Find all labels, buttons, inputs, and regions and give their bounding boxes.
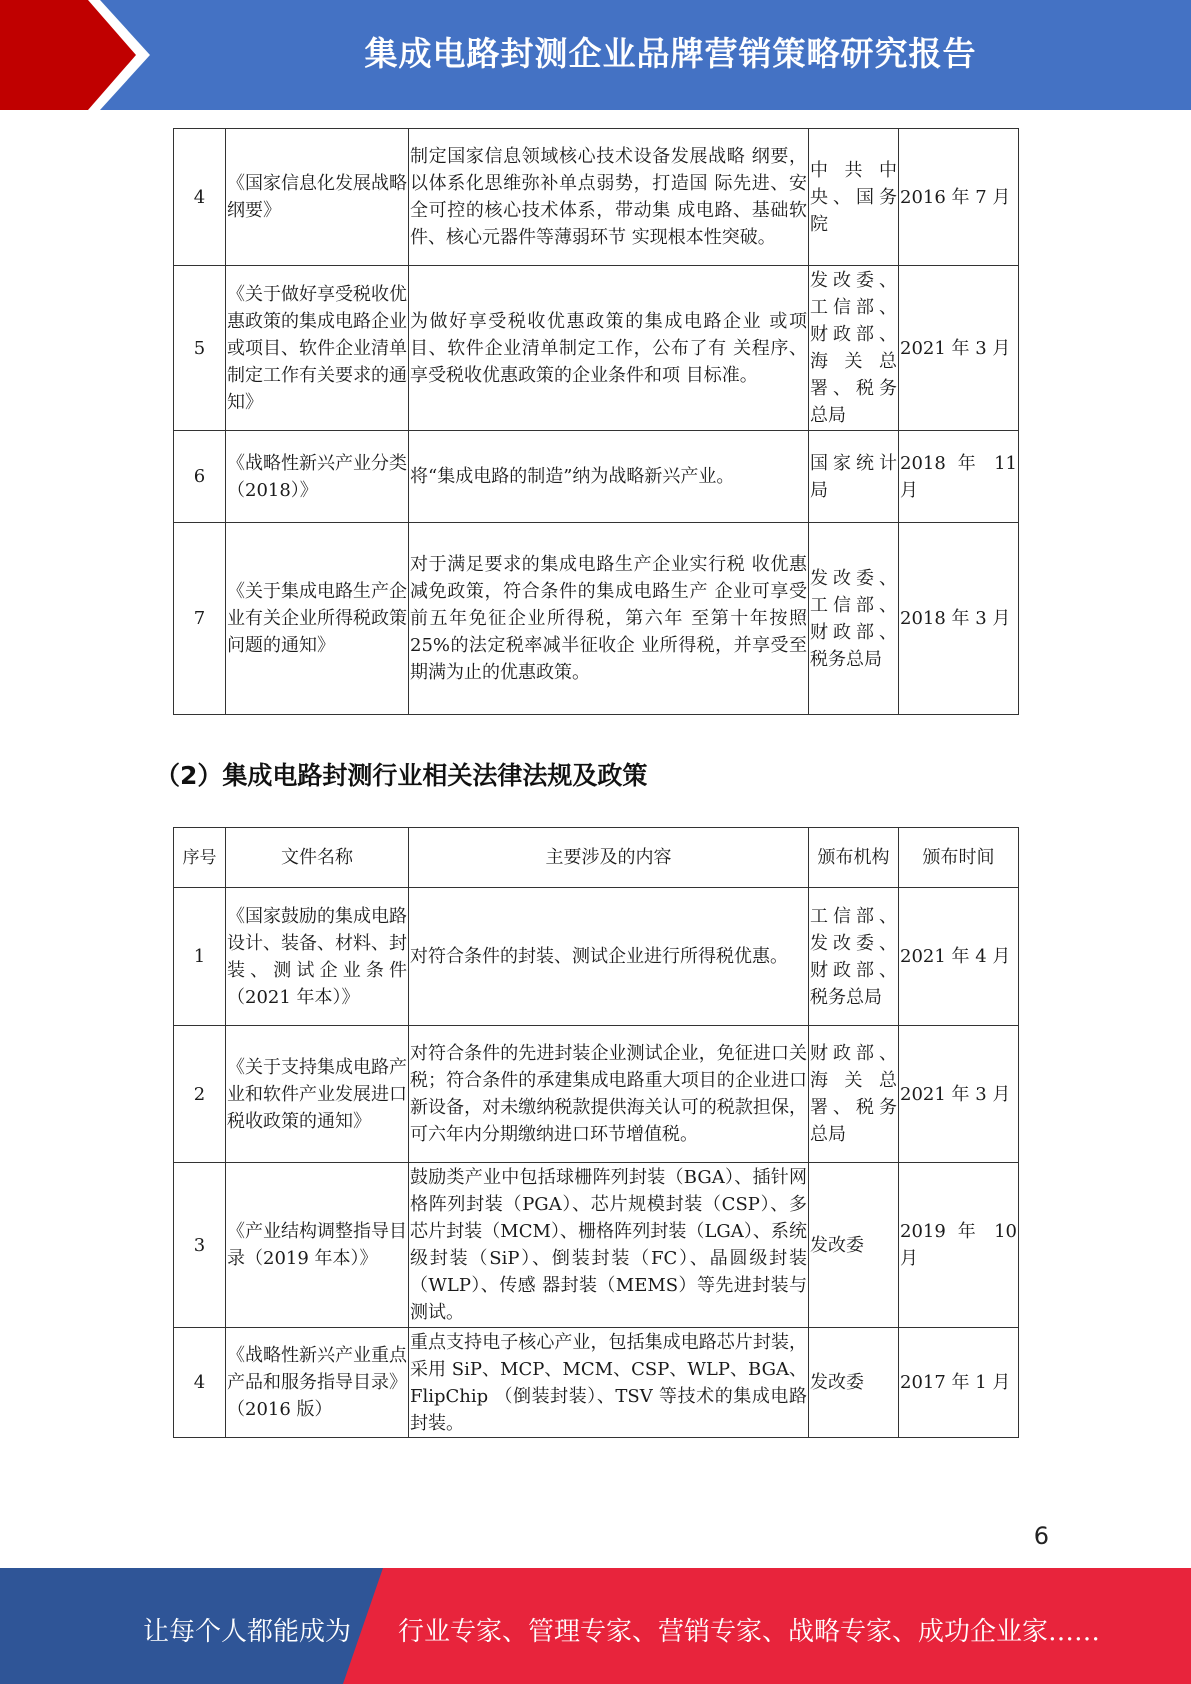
document-content: 对于满足要求的集成电路生产企业实行税 收优惠减免政策，符合条件的集成电路生产 企业可享受前五年免征企业所得税，第六年 至第十年按照 25%的法定税率减半征收企 业所得税，并享受至期满为止的优惠政策。 [409,523,809,715]
issue-date: 2021 年 4 月 [899,888,1019,1026]
table-row [174,1026,1019,1163]
table-row [174,523,1019,715]
issue-date: 2019 年 10 月 [899,1163,1019,1328]
document-name: 《战略性新兴产业分类（2018）》 [226,431,409,523]
document-content: 对符合条件的封装、测试企业进行所得税优惠。 [409,888,809,1026]
header-date: 颁布时间 [899,828,1019,888]
section-heading: （2）集成电路封测行业相关法律法规及政策 [155,761,648,790]
document-content: 为做好享受税收优惠政策的集成电路企业 或项目、软件企业清单制定工作，公布了有 关程序、享受税收优惠政策的企业条件和项 目标准。 [409,266,809,431]
table-row [174,1163,1019,1328]
table-row [174,1328,1019,1438]
footer-slogan-right: 行业专家、管理专家、营销专家、战略专家、成功企业家…… [398,1617,1101,1647]
document-name: 《战略性新兴产业重点产品和服务指导目录》（2016 版） [226,1328,409,1438]
header-name: 文件名称 [226,828,409,888]
issuing-org: 国家统计局 [809,431,899,523]
issuing-org: 财政部、海关总署、税务总局 [809,1026,899,1163]
issue-date: 2021 年 3 月 [899,266,1019,431]
document-name: 《国家鼓励的集成电路设计、装备、材料、封装、测试企业条件（2021 年本）》 [226,888,409,1026]
page-footer [0,1568,1191,1684]
document-content: 重点支持电子核心产业，包括集成电路芯片封装，采用 SiP、MCP、MCM、CSP、WLP、BGA、FlipChip （倒装封装）、TSV 等技术的集成电路封装。 [409,1328,809,1438]
table-row [174,129,1019,266]
issuing-org: 中共中央、国务院 [809,129,899,266]
header-org: 颁布机构 [809,828,899,888]
policy-table-2 [173,827,1019,1438]
table-row [174,266,1019,431]
document-name: 《国家信息化发展战略纲要》 [226,129,409,266]
issue-date: 2021 年 3 月 [899,1026,1019,1163]
document-content: 将“集成电路的制造”纳为战略新兴产业。 [409,431,809,523]
policy-table-1 [173,128,1019,715]
row-number: 1 [174,888,226,1026]
document-name: 《产业结构调整指导目录（2019 年本）》 [226,1163,409,1328]
issuing-org: 发改委、工信部、财政部、税务总局 [809,523,899,715]
row-number: 4 [174,1328,226,1438]
row-number: 7 [174,523,226,715]
issuing-org: 工信部、发改委、财政部、税务总局 [809,888,899,1026]
page-header [0,0,1191,110]
issue-date: 2018 年 3 月 [899,523,1019,715]
row-number: 4 [174,129,226,266]
document-content: 鼓励类产业中包括球栅阵列封装（BGA）、插针网格阵列封装（PGA）、芯片规模封装（CSP）、多芯片封装（MCM）、栅格阵列封装（LGA）、系统级封装（SiP）、倒装封装（FC）、晶圆级封装（WLP）、传感 器封装（MEMS）等先进封装与测试。 [409,1163,809,1328]
page-number: 6 [1033,1522,1049,1550]
document-name: 《关于集成电路生产企业有关企业所得税政策问题的通知》 [226,523,409,715]
header-no: 序号 [174,828,226,888]
row-number: 2 [174,1026,226,1163]
report-title: 集成电路封测企业品牌营销策略研究报告 [364,34,977,73]
document-content: 制定国家信息领域核心技术设备发展战略 纲要，以体系化思维弥补单点弱势，打造国 际先进、安全可控的核心技术体系，带动集 成电路、基础软件、核心元器件等薄弱环节 实现根本性突破。 [409,129,809,266]
row-number: 3 [174,1163,226,1328]
issuing-org: 发改委、工信部、财政部、海关总署、税务总局 [809,266,899,431]
issue-date: 2016 年 7 月 [899,129,1019,266]
document-name: 《关于支持集成电路产业和软件产业发展进口税收政策的通知》 [226,1026,409,1163]
footer-slogan-left: 让每个人都能成为 [143,1617,352,1647]
issue-date: 2018 年 11 月 [899,431,1019,523]
document-content: 对符合条件的先进封装企业测试企业，免征进口关税；符合条件的承建集成电路重大项目的企业进口新设备，对未缴纳税款提供海关认可的税款担保，可六年内分期缴纳进口环节增值税。 [409,1026,809,1163]
document-name: 《关于做好享受税收优惠政策的集成电路企业或项目、软件企业清单制定工作有关要求的通知》 [226,266,409,431]
table-row [174,431,1019,523]
table-header-row [174,828,1019,888]
row-number: 5 [174,266,226,431]
issuing-org: 发改委 [809,1328,899,1438]
header-content: 主要涉及的内容 [409,828,809,888]
row-number: 6 [174,431,226,523]
issue-date: 2017 年 1 月 [899,1328,1019,1438]
table-row [174,888,1019,1026]
issuing-org: 发改委 [809,1163,899,1328]
